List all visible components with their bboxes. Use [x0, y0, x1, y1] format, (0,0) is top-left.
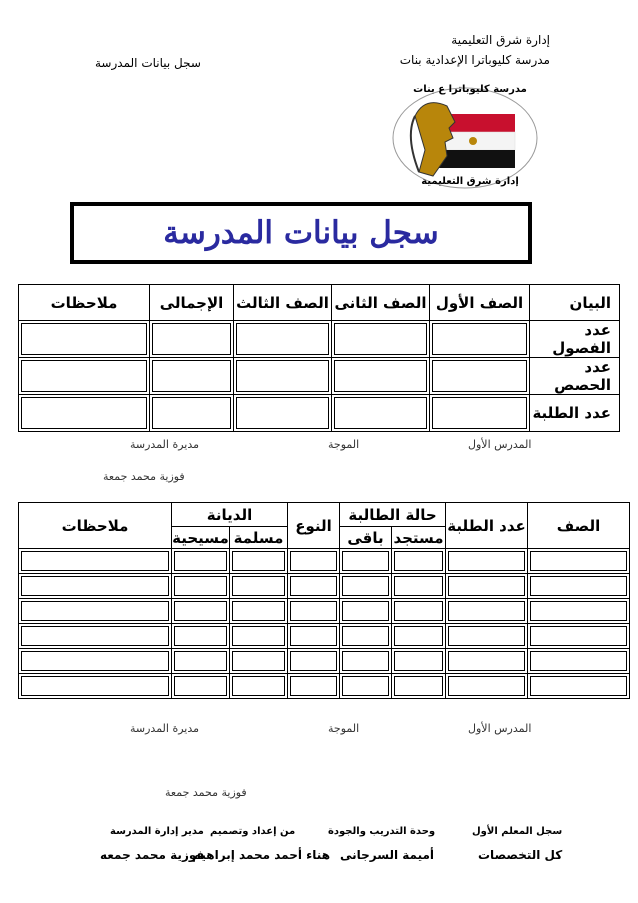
header-notes: ملاحظات — [19, 285, 150, 321]
table-cell[interactable] — [340, 624, 392, 649]
table-cell[interactable] — [528, 674, 630, 699]
footer-value-1: كل التخصصات — [478, 848, 563, 862]
table-cell[interactable] — [230, 649, 288, 674]
table-row — [19, 649, 630, 674]
sig-principal-name: فوزية محمد جمعة — [165, 786, 247, 799]
table-cell[interactable] — [172, 599, 230, 624]
table-cell[interactable] — [230, 599, 288, 624]
school-name: مدرسة كليوباترا الإعدادية بنات — [399, 53, 550, 67]
table-cell[interactable] — [234, 358, 332, 395]
table-cell[interactable] — [19, 358, 150, 395]
sig-supervisor: الموجة — [328, 438, 360, 451]
table-cell[interactable] — [19, 574, 172, 599]
table-cell[interactable] — [19, 549, 172, 574]
table-row — [19, 358, 620, 395]
table-cell[interactable] — [19, 395, 150, 432]
admin-name: إدارة شرق التعليمية — [451, 33, 550, 47]
table-cell[interactable] — [528, 649, 630, 674]
row-label-students: عدد الطلبة — [530, 395, 620, 432]
table-cell[interactable] — [528, 549, 630, 574]
sig-supervisor: الموجة — [328, 722, 360, 735]
table-row — [19, 624, 630, 649]
table-cell[interactable] — [392, 624, 446, 649]
header-total: الإجمالى — [150, 285, 234, 321]
sig-principal: مديرة المدرسة — [130, 438, 200, 451]
header-grade2: الصف الثانى — [332, 285, 430, 321]
table-cell[interactable] — [332, 395, 430, 432]
footer-value-3: هناء أحمد محمد إبراهيم — [192, 848, 331, 862]
table-cell[interactable] — [19, 649, 172, 674]
table-cell[interactable] — [288, 674, 340, 699]
header-grade1: الصف الأول — [430, 285, 530, 321]
footer-label-2: وحدة التدريب والجودة — [328, 826, 436, 837]
header-new: مستجد — [393, 528, 444, 547]
table-cell[interactable] — [150, 321, 234, 358]
table-cell[interactable] — [340, 599, 392, 624]
table-cell[interactable] — [528, 599, 630, 624]
table-cell[interactable] — [446, 599, 528, 624]
header-student-count: عدد الطلبة — [446, 503, 528, 549]
footer-value-2: أميمة السرجانى — [340, 848, 435, 862]
table-cell[interactable] — [446, 574, 528, 599]
table-cell[interactable] — [172, 674, 230, 699]
table-cell[interactable] — [172, 549, 230, 574]
table-cell[interactable] — [172, 624, 230, 649]
table-cell[interactable] — [340, 549, 392, 574]
sig-first-teacher: المدرس الأول — [468, 722, 532, 735]
table-cell[interactable] — [340, 649, 392, 674]
table-cell[interactable] — [528, 624, 630, 649]
class-stats-table — [18, 284, 620, 432]
table-cell[interactable] — [172, 574, 230, 599]
page-title: سجل بيانات المدرسة — [163, 215, 439, 251]
table-cell[interactable] — [230, 574, 288, 599]
header-gender: النوع — [288, 503, 340, 549]
table-cell[interactable] — [230, 674, 288, 699]
sig-principal: مديرة المدرسة — [130, 722, 200, 735]
table-cell[interactable] — [19, 321, 150, 358]
row-label-classes: عدد الفصول — [530, 321, 620, 358]
table-row — [19, 574, 630, 599]
table-cell[interactable] — [230, 624, 288, 649]
header-class: الصف — [528, 503, 630, 549]
table-cell[interactable] — [234, 321, 332, 358]
header-grade3: الصف الثالث — [234, 285, 332, 321]
table2-header-row-1 — [19, 503, 630, 527]
logo-bottom-text: إدارة شرق التعليمية — [421, 176, 519, 187]
header-label: البيان — [530, 285, 620, 321]
table-row — [19, 674, 630, 699]
students-table-body — [19, 549, 630, 699]
table-cell[interactable] — [19, 599, 172, 624]
table-cell[interactable] — [230, 549, 288, 574]
table-cell[interactable] — [392, 599, 446, 624]
row-label-periods: عدد الحصص — [530, 358, 620, 395]
sig-principal-name: فوزية محمد جمعة — [103, 470, 185, 483]
table-cell[interactable] — [446, 624, 528, 649]
page-title-box — [70, 202, 532, 264]
table-cell[interactable] — [19, 674, 172, 699]
table-cell[interactable] — [392, 649, 446, 674]
table-cell[interactable] — [392, 574, 446, 599]
table-row — [19, 599, 630, 624]
table-row — [19, 321, 620, 358]
header-notes: ملاحظات — [19, 503, 172, 549]
table-cell[interactable] — [446, 649, 528, 674]
table-cell[interactable] — [150, 395, 234, 432]
table-cell[interactable] — [332, 321, 430, 358]
table-cell[interactable] — [340, 574, 392, 599]
table-cell[interactable] — [19, 624, 172, 649]
header-muslim: مسلمة — [230, 527, 288, 549]
table-cell[interactable] — [430, 358, 530, 395]
table-cell[interactable] — [288, 574, 340, 599]
footer-label-3: من إعداد وتصميم — [210, 826, 296, 837]
table-cell[interactable] — [430, 395, 530, 432]
table-row — [19, 395, 620, 432]
table-cell[interactable] — [446, 549, 528, 574]
table-cell[interactable] — [340, 674, 392, 699]
footer-value-4: فوزية محمد جمعه — [100, 848, 205, 862]
table-cell[interactable] — [288, 549, 340, 574]
students-table — [18, 502, 630, 699]
table-cell[interactable] — [528, 574, 630, 599]
header-christian: مسيحية — [172, 528, 229, 547]
table-cell[interactable] — [332, 358, 430, 395]
table-cell[interactable] — [288, 649, 340, 674]
table-cell[interactable] — [392, 549, 446, 574]
header-religion: الديانة — [172, 503, 288, 527]
table1-header-row — [19, 285, 620, 321]
logo-top-text: مدرسة كليوباترا ع بنات — [413, 84, 527, 95]
table-cell[interactable] — [430, 321, 530, 358]
header-student-status: حالة الطالبة — [340, 503, 446, 527]
header-block — [400, 30, 550, 70]
table-cell[interactable] — [288, 624, 340, 649]
table-cell[interactable] — [446, 674, 528, 699]
footer-label-1: سجل المعلم الأول — [472, 826, 563, 837]
table-cell[interactable] — [392, 674, 446, 699]
table-cell[interactable] — [172, 649, 230, 674]
table-cell[interactable] — [288, 599, 340, 624]
table-cell[interactable] — [150, 358, 234, 395]
sig-first-teacher: المدرس الأول — [468, 438, 532, 451]
table-cell[interactable] — [234, 395, 332, 432]
table-row — [19, 549, 630, 574]
footer-label-4: مدير إدارة المدرسة — [110, 826, 204, 837]
header-caption: سجل بيانات المدرسة — [95, 56, 201, 70]
header-remaining: باقى — [340, 527, 392, 549]
